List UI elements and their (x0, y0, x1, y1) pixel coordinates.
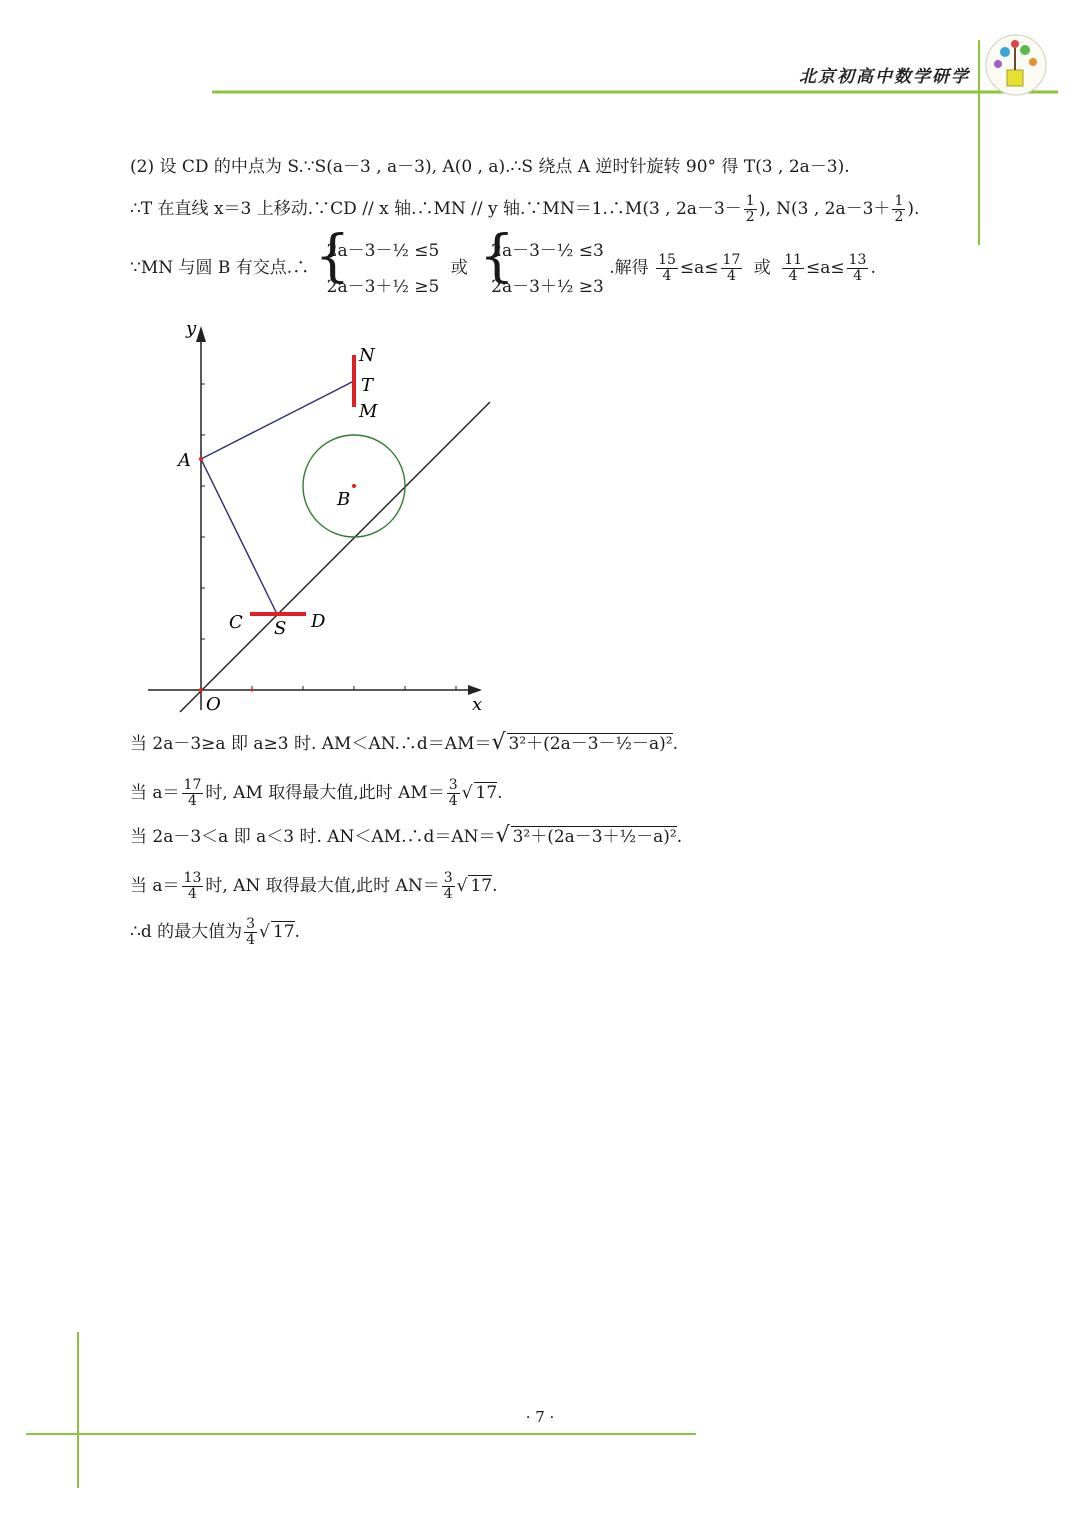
fraction-3-4: $\frac{3}{4}$ (443, 870, 453, 902)
fraction-3-4: $\frac{3}{4}$ (246, 916, 256, 948)
fraction-13-4: $\frac{13}{4}$ (183, 870, 202, 902)
label-a: A (178, 450, 191, 471)
label-b: B (337, 489, 351, 510)
label-x: x (472, 694, 483, 715)
fraction-17-4: $\frac{17}{4}$ (722, 252, 741, 284)
label-o: O (206, 694, 221, 715)
case-line-1: 当 2a－3≥a 即 a≥3 时. AM＜AN.∴d＝AM＝√ 3²＋(2a－3－½－a)². (130, 730, 679, 755)
y-axis-arrow (196, 326, 206, 342)
sqrt-17: 17 (475, 783, 498, 803)
case-line-2: 当 a＝ $\frac{17}{4}$ 时, AM 取得最大值,此时 AM＝ $\frac{3}{4}$ √ 17. (130, 777, 503, 809)
case-line-5: ∴d 的最大值为 $\frac{3}{4}$ √ 17. (130, 916, 300, 948)
x-point-1 (251, 689, 254, 692)
center-b-point (352, 484, 356, 488)
or-word: 或 (753, 258, 771, 278)
fraction-11-4: $\frac{11}{4}$ (784, 252, 803, 284)
page-number: · 7 · (525, 1408, 555, 1426)
label-n: N (359, 345, 375, 366)
fraction-3-4: $\frac{3}{4}$ (448, 777, 458, 809)
fraction-17-4: $\frac{17}{4}$ (183, 777, 202, 809)
label-y: y (186, 318, 197, 339)
geometry-figure (130, 318, 650, 718)
origin-point (199, 688, 203, 692)
line2-suffix: ). (907, 199, 920, 219)
solution-line-1: (2) 设 CD 的中点为 S.∵S(a－3 , a－3), A(0 , a).∴S 绕点 A 逆时针旋转 90° 得 T(3 , 2a－3). (130, 157, 850, 177)
header-title: 北京初高中数学研学 (799, 67, 970, 87)
le-a-le: ≤a≤ (806, 258, 845, 278)
sqrt-17: 17 (470, 876, 493, 896)
fraction-half: $\frac{1}{2}$ (745, 193, 755, 225)
line2-mid: ), N(3 , 2a－3＋ (758, 199, 891, 219)
label-m: M (359, 401, 378, 422)
inequality-system-2: { 2a－3－½ ≤3 2a－3＋½ ≥3 (479, 223, 604, 297)
fraction-13-4: $\frac{13}{4}$ (848, 252, 867, 284)
line3-prefix: ∵MN 与圆 B 有交点.∴ (130, 258, 310, 278)
or-word: 或 (450, 258, 468, 278)
sqrt-expression: 3²＋(2a－3－½－a)² (508, 734, 673, 754)
label-t: T (361, 375, 374, 396)
solution-line-2 (130, 194, 919, 225)
line2-prefix: ∴T 在直线 x＝3 上移动.∵CD // x 轴.∴MN // y 轴.∵MN＝1.∴M(3 , 2a－3－ (130, 199, 742, 219)
logo-icon (983, 32, 1049, 98)
line3-solve: .解得 (609, 258, 649, 278)
solution-line-3 (130, 223, 876, 304)
line-y-equals-x (180, 402, 490, 712)
sqrt-17: 17 (272, 922, 295, 942)
sqrt-expression: 3²＋(2a－3＋½－a)² (512, 827, 677, 847)
fraction-15-4: $\frac{15}{4}$ (658, 252, 676, 284)
line3-end: . (870, 258, 876, 278)
case-line-3: 当 2a－3＜a 即 a＜3 时. AN＜AM.∴d＝AN＝√ 3²＋(2a－3＋½－a)². (130, 823, 683, 848)
inequality-system-1: { 2a－3－½ ≤5 2a－3＋½ ≥5 (314, 223, 440, 297)
segment-sat (201, 381, 354, 614)
label-d: D (311, 611, 326, 632)
label-s: S (274, 618, 287, 639)
label-c: C (229, 612, 243, 633)
le-a-le: ≤a≤ (679, 258, 719, 278)
point-a (199, 457, 203, 461)
case-line-4: 当 a＝ $\frac{13}{4}$ 时, AN 取得最大值,此时 AN＝ $\frac{3}{4}$ √ 17. (130, 870, 498, 902)
fraction-half: $\frac{1}{2}$ (894, 193, 904, 225)
